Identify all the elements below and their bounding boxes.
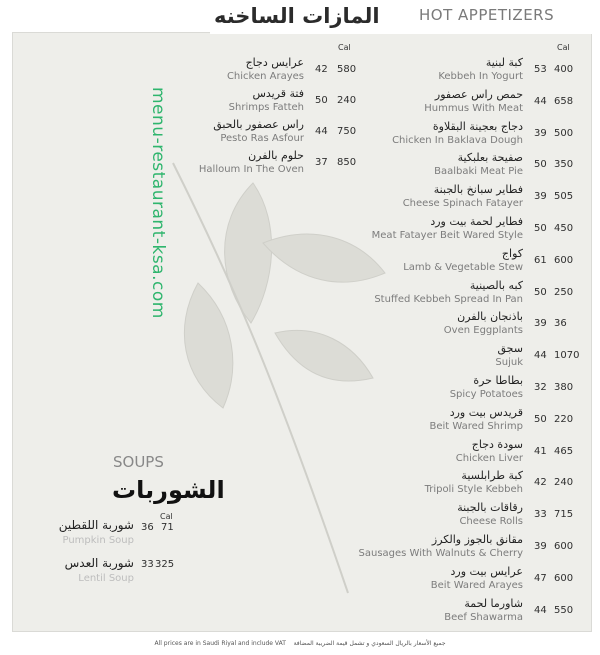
item-name-en: Hummus With Meat: [424, 103, 523, 114]
soup-item: [40, 518, 134, 552]
item-name-ar: فتة قريدس: [252, 87, 304, 100]
soups-title-ar: الشوربات: [112, 476, 225, 504]
item-name-ar: قريدس بيت ورد: [449, 406, 523, 419]
item-name-en: Shrimps Fatteh: [228, 102, 304, 113]
menu-item: [180, 149, 304, 183]
item-name-en: Sujuk: [495, 357, 523, 368]
menu-item: [330, 565, 523, 599]
item-calories: 250: [554, 287, 574, 298]
item-price: 32: [534, 382, 547, 393]
item-name-ar: فطاير لحمة بيت ورد: [430, 215, 523, 228]
item-name-ar: مقانق بالجوز والكرز: [431, 533, 523, 546]
item-calories: 240: [337, 95, 357, 106]
watermark-label: menu-restaurant-ksa.com: [148, 87, 168, 319]
soup-calories: 71: [161, 522, 174, 533]
menu-item: [330, 374, 523, 408]
item-name-ar: بطاطا حرة: [473, 374, 523, 387]
item-price: 61: [534, 255, 547, 266]
item-calories: 465: [554, 446, 574, 457]
item-price: 50: [534, 223, 547, 234]
item-calories: 36: [554, 318, 567, 329]
item-price: 44: [315, 126, 328, 137]
soup-name-en: Lentil Soup: [78, 573, 134, 584]
item-name-ar: عرايس بيت ورد: [450, 565, 523, 578]
menu-item: [330, 183, 523, 217]
item-price: 39: [534, 128, 547, 139]
item-name-ar: رقاقات بالجبنة: [457, 501, 523, 514]
item-calories: 850: [337, 157, 357, 168]
item-name-ar: فطاير سبانخ بالجبنة: [433, 183, 523, 196]
item-name-en: Halloum In The Oven: [198, 164, 304, 175]
soup-price: 36: [141, 522, 154, 533]
item-name-en: Cheese Rolls: [459, 516, 523, 527]
menu-item: [330, 406, 523, 440]
item-name-en: Beit Wared Arayes: [430, 580, 523, 591]
item-name-en: Chicken Arayes: [226, 71, 304, 82]
item-price: 50: [315, 95, 328, 106]
item-name-en: Oven Eggplants: [443, 325, 523, 336]
item-name-ar: كبة طرابلسية: [461, 469, 523, 482]
item-calories: 400: [554, 64, 574, 75]
menu-item: [330, 501, 523, 535]
item-name-ar: صفيحة بعلبكية: [457, 151, 523, 164]
hot-appetizers-title-en: HOT APPETIZERS: [419, 6, 555, 24]
item-calories: 500: [554, 128, 574, 139]
item-price: 37: [315, 157, 328, 168]
soup-calories: 325: [155, 559, 175, 570]
menu-item: [330, 215, 523, 249]
item-calories: 580: [337, 64, 357, 75]
item-price: 39: [534, 191, 547, 202]
item-name-ar: كبة لبنية: [485, 56, 523, 69]
menu-item: [330, 151, 523, 185]
item-calories: 240: [554, 477, 574, 488]
soup-price: 33: [141, 559, 154, 570]
item-calories: 350: [554, 159, 574, 170]
item-name-ar: دجاج بعجينة البقلاوة: [432, 120, 523, 133]
item-calories: 505: [554, 191, 574, 202]
item-name-en: Lamb & Vegetable Stew: [403, 262, 523, 273]
menu-item: [330, 469, 523, 503]
item-price: 50: [534, 414, 547, 425]
item-name-en: Chicken Liver: [455, 453, 523, 464]
item-calories: 658: [554, 96, 574, 107]
watermark-text: [150, 87, 172, 387]
item-price: 53: [534, 64, 547, 75]
item-price: 50: [534, 159, 547, 170]
item-name-ar: كواج: [501, 247, 523, 260]
item-price: 39: [534, 541, 547, 552]
item-price: 44: [534, 96, 547, 107]
item-name-en: Tripoli Style Kebbeh: [424, 484, 523, 495]
soup-name-en: Pumpkin Soup: [62, 535, 134, 546]
item-name-ar: سودة دجاج: [471, 438, 523, 451]
menu-item: [330, 56, 523, 90]
item-calories: 450: [554, 223, 574, 234]
item-calories: 750: [337, 126, 357, 137]
vat-note-ar: جميع الأسعار بالريال السعودي و تشمل قيمة الضريبة المضافة: [293, 640, 446, 647]
menu-item: [330, 438, 523, 472]
item-name-en: Meat Fatayer Beit Wared Style: [371, 230, 523, 241]
item-name-en: Chicken In Baklava Dough: [392, 135, 523, 146]
item-name-en: Stuffed Kebbeh Spread In Pan: [374, 294, 523, 305]
menu-item: [180, 118, 304, 152]
item-name-en: Kebbeh In Yogurt: [438, 71, 523, 82]
item-price: 33: [534, 509, 547, 520]
item-name-ar: حلوم بالفرن: [248, 149, 304, 162]
item-price: 44: [534, 350, 547, 361]
vat-note: [0, 640, 600, 647]
item-name-en: Cheese Spinach Fatayer: [402, 198, 523, 209]
item-price: 42: [315, 64, 328, 75]
item-price: 50: [534, 287, 547, 298]
menu-item: [180, 87, 304, 121]
menu-item: [330, 120, 523, 154]
menu-item: [330, 279, 523, 313]
item-name-ar: كبه بالصينية: [469, 279, 523, 292]
vat-note-en: All prices are in Saudi Riyal and include VAT: [154, 640, 286, 647]
cal-label-right: Cal: [557, 43, 570, 52]
soup-name-ar: شوربة العدس: [64, 556, 134, 570]
item-calories: 600: [554, 573, 574, 584]
item-price: 41: [534, 446, 547, 457]
item-name-ar: راس عصفور بالحبق: [213, 118, 304, 131]
item-name-en: Beit Wared Shrimp: [429, 421, 523, 432]
item-name-ar: سجق: [497, 342, 523, 355]
item-name-ar: شاورما لحمة: [464, 597, 523, 610]
item-calories: 600: [554, 541, 574, 552]
menu-item: [330, 310, 523, 344]
hot-appetizers-title-ar: المازات الساخنه: [214, 4, 380, 28]
menu-item: [180, 56, 304, 90]
menu-item: [330, 342, 523, 376]
item-calories: 1070: [554, 350, 580, 361]
menu-item: [330, 533, 523, 567]
soup-item: [40, 556, 134, 590]
menu-item: [330, 247, 523, 281]
item-name-ar: عرايس دجاج: [245, 56, 304, 69]
item-price: 42: [534, 477, 547, 488]
soup-name-ar: شوربة اللقطين: [58, 518, 134, 532]
cal-label-left: Cal: [338, 43, 351, 52]
item-name-ar: باذنجان بالفرن: [457, 310, 523, 323]
item-calories: 550: [554, 605, 574, 616]
item-name-en: Spicy Potatoes: [449, 389, 523, 400]
item-calories: 220: [554, 414, 574, 425]
item-name-en: Beef Shawarma: [444, 612, 523, 623]
item-calories: 715: [554, 509, 574, 520]
item-name-en: Baalbaki Meat Pie: [434, 166, 523, 177]
item-calories: 600: [554, 255, 574, 266]
item-name-en: Pesto Ras Asfour: [220, 133, 304, 144]
item-price: 47: [534, 573, 547, 584]
item-price: 39: [534, 318, 547, 329]
item-calories: 380: [554, 382, 574, 393]
item-name-ar: حمص راس عصفور: [434, 88, 523, 101]
soups-cal-label: Cal: [160, 512, 173, 521]
menu-item: [330, 597, 523, 631]
soups-title-en: SOUPS: [113, 453, 164, 471]
item-name-en: Sausages With Walnuts & Cherry: [358, 548, 523, 559]
item-price: 44: [534, 605, 547, 616]
menu-item: [330, 88, 523, 122]
